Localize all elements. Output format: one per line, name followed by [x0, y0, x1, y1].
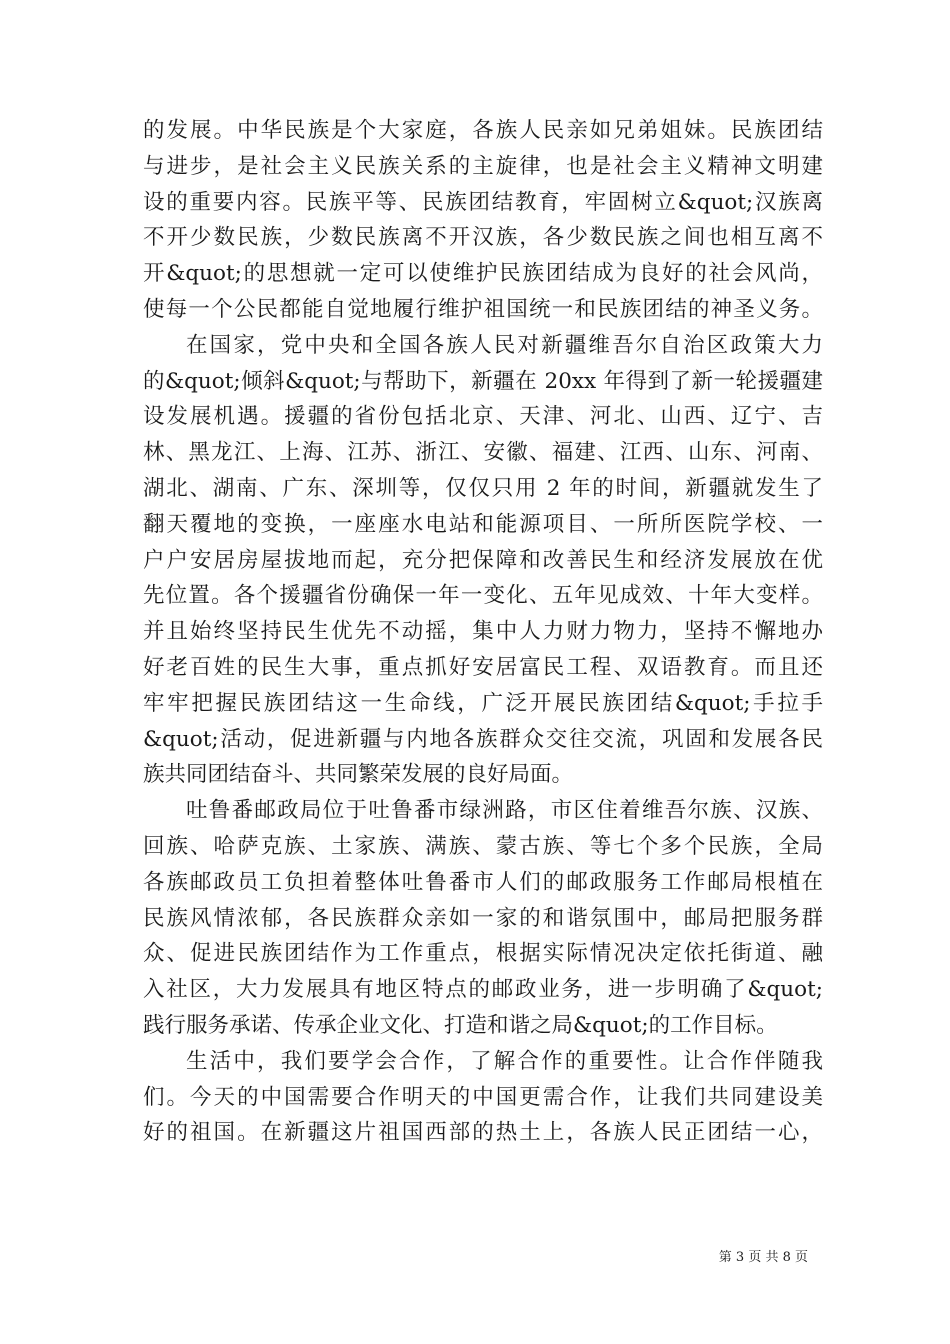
text-line: 践行服务承诺、传承企业文化、打造和谐之局&quot;的工作目标。: [143, 1012, 778, 1038]
text-line: 牢牢把握民族团结这一生命线，广泛开展民族团结&quot;手拉手: [143, 690, 823, 716]
text-line: 们。今天的中国需要合作明天的中国更需合作，让我们共同建设美: [143, 1084, 823, 1110]
text-line: 先位置。各个援疆省份确保一年一变化、五年见成效、十年大变样。: [143, 583, 823, 609]
text-line: 好老百姓的民生大事，重点抓好安居富民工程、双语教育。而且还: [143, 654, 823, 680]
text-line: 生活中，我们要学会合作，了解合作的重要性。让合作伴随我: [186, 1048, 823, 1074]
paragraph-4: [143, 1044, 823, 1151]
text-line: &quot;活动，促进新疆与内地各族群众交往交流，巩固和发展各民: [143, 726, 823, 752]
text-line: 设发展机遇。援疆的省份包括北京、天津、河北、山西、辽宁、吉: [143, 404, 823, 430]
text-line: 好的祖国。在新疆这片祖国西部的热土上，各族人民正团结一心，: [143, 1120, 823, 1146]
text-line: 使每一个公民都能自觉地履行维护祖国统一和民族团结的神圣义务。: [143, 296, 823, 322]
text-line: 林、黑龙江、上海、江苏、浙江、安徽、福建、江西、山东、河南、: [143, 440, 823, 466]
document-body: [143, 113, 823, 1151]
text-line: 设的重要内容。民族平等、民族团结教育，牢固树立&quot;汉族离: [143, 189, 823, 215]
text-line: 不开少数民族，少数民族离不开汉族，各少数民族之间也相互离不: [143, 225, 823, 251]
text-line: 各族邮政员工负担着整体吐鲁番市人们的邮政服务工作邮局根植在: [143, 869, 823, 895]
text-line: 湖北、湖南、广东、深圳等，仅仅只用 2 年的时间，新疆就发生了: [143, 475, 823, 501]
text-line: 翻天覆地的变换，一座座水电站和能源项目、一所所医院学校、一: [143, 511, 823, 537]
text-line: 户户安居房屋拔地而起，充分把保障和改善民生和经济发展放在优: [143, 547, 823, 573]
paragraph-1: [143, 113, 823, 328]
paragraph-2: [143, 328, 823, 793]
text-line: 民族风情浓郁，各民族群众亲如一家的和谐氛围中，邮局把服务群: [143, 905, 823, 931]
text-line: 在国家，党中央和全国各族人民对新疆维吾尔自治区政策大力: [186, 332, 823, 358]
text-line: 并且始终坚持民生优先不动摇，集中人力财力物力，坚持不懈地办: [143, 619, 823, 645]
text-line: 与进步，是社会主义民族关系的主旋律，也是社会主义精神文明建: [143, 153, 823, 179]
paragraph-3: [143, 793, 823, 1044]
text-line: 吐鲁番邮政局位于吐鲁番市绿洲路，市区住着维吾尔族、汉族、: [186, 798, 823, 824]
page-number: 第 3 页 共 8 页: [718, 1250, 808, 1265]
text-line: 回族、哈萨克族、土家族、满族、蒙古族、等七个多个民族，全局: [143, 833, 823, 859]
text-line: 的&quot;倾斜&quot;与帮助下，新疆在 20xx 年得到了新一轮援疆建: [143, 368, 823, 394]
text-line: 开&quot;的思想就一定可以使维护民族团结成为良好的社会风尚，: [143, 261, 823, 287]
text-line: 族共同团结奋斗、共同繁荣发展的良好局面。: [143, 762, 574, 788]
text-line: 的发展。中华民族是个大家庭，各族人民亲如兄弟姐妹。民族团结: [143, 118, 823, 143]
text-line: 众、促进民族团结作为工作重点，根据实际情况决定依托街道、融: [143, 941, 823, 967]
text-line: 入社区，大力发展具有地区特点的邮政业务，进一步明确了&quot;: [143, 977, 823, 1003]
